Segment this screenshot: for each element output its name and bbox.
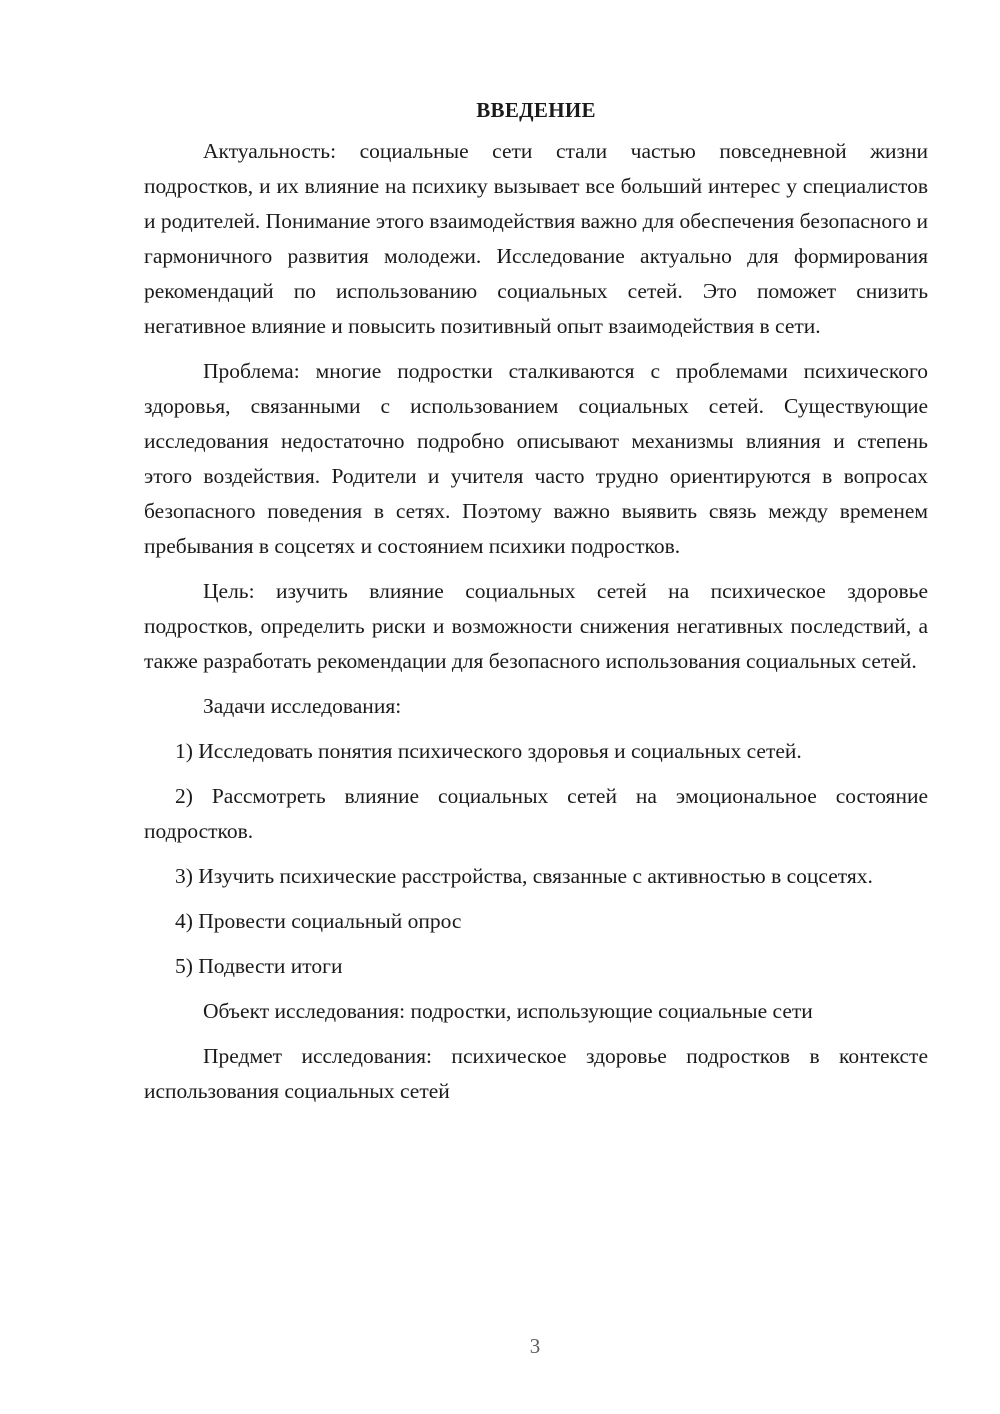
section-heading: ВВЕДЕНИЕ bbox=[476, 98, 596, 122]
task-item-2: 2) Рассмотреть влияние социальных сетей на эмоциональное состояние подростков. bbox=[144, 784, 928, 843]
task-item-1: 1) Исследовать понятия психического здоровья и социальных сетей. bbox=[175, 739, 802, 763]
page-number: 3 bbox=[529, 1334, 541, 1358]
problem-paragraph: Проблема: многие подростки сталкиваются с проблемами психического здоровья, связанными с использованием социальных сетей. Существующие исследования недостаточно подробно описывают механизмы влияния и степень этого воздействия. Родители и учителя часто трудно ориентируются в вопросах безопасного поведения в сетях. Поэтому важно выявить связь между временем пребывания в соцсетях и состоянием психики подростков. bbox=[144, 359, 928, 558]
task-item-4: 4) Провести социальный опрос bbox=[175, 909, 462, 933]
page-body bbox=[144, 93, 928, 1119]
tasks-title: Задачи исследования: bbox=[203, 694, 402, 718]
research-subject: Предмет исследования: психическое здоровье подростков в контексте использования социальных сетей bbox=[144, 1044, 928, 1103]
task-item-3: 3) Изучить психические расстройства, связанные с активностью в соцсетях. bbox=[175, 864, 873, 888]
task-item-5: 5) Подвести итоги bbox=[175, 954, 343, 978]
research-object: Объект исследования: подростки, использующие социальные сети bbox=[203, 999, 813, 1023]
relevance-paragraph: Актуальность: социальные сети стали частью повседневной жизни подростков, и их влияние на психику вызывает все больший интерес у специалистов и родителей. Понимание этого взаимодействия важно для обеспечения безопасного и гармоничного развития молодежи. Исследование актуально для формирования рекомендаций по использованию социальных сетей. Это поможет снизить негативное влияние и повысить позитивный опыт взаимодействия в сети. bbox=[144, 139, 929, 338]
goal-paragraph: Цель: изучить влияние социальных сетей на психическое здоровье подростков, определить риски и возможности снижения негативных последствий, а также разработать рекомендации для безопасного использования социальных сетей. bbox=[144, 579, 928, 673]
